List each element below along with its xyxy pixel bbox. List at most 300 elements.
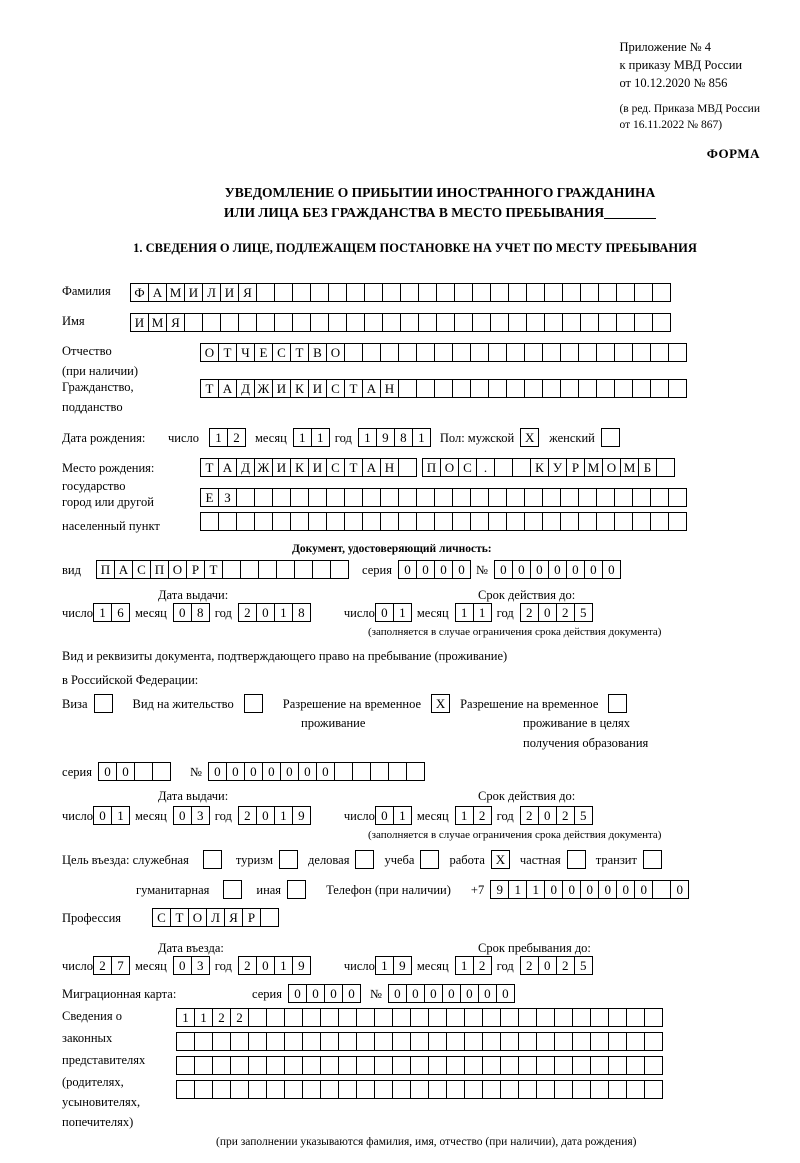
form-cell[interactable] xyxy=(428,1080,447,1099)
form-cell[interactable] xyxy=(266,1032,285,1051)
form-cell[interactable] xyxy=(668,379,687,398)
form-cell[interactable] xyxy=(236,488,255,507)
form-cell[interactable] xyxy=(248,1056,267,1075)
form-cell[interactable]: 0 xyxy=(548,560,567,579)
form-cell[interactable]: 0 xyxy=(98,762,117,781)
form-cell[interactable]: К xyxy=(290,379,309,398)
stay-issue-day-cells[interactable] xyxy=(93,806,129,825)
form-cell[interactable] xyxy=(572,1008,591,1027)
form-cell[interactable]: 2 xyxy=(93,956,112,975)
form-cell[interactable]: 8 xyxy=(191,603,210,622)
form-cell[interactable]: Т xyxy=(204,560,223,579)
form-cell[interactable] xyxy=(554,1008,573,1027)
form-cell[interactable]: 0 xyxy=(342,984,361,1003)
form-cell[interactable]: 1 xyxy=(508,880,527,899)
form-cell[interactable]: 0 xyxy=(375,603,394,622)
form-cell[interactable] xyxy=(248,1032,267,1051)
mig-number-cells[interactable] xyxy=(388,984,514,1003)
form-cell[interactable] xyxy=(500,1008,519,1027)
form-cell[interactable] xyxy=(346,313,365,332)
form-cell[interactable]: А xyxy=(218,379,237,398)
form-cell[interactable]: 0 xyxy=(562,880,581,899)
form-cell[interactable] xyxy=(338,1056,357,1075)
form-cell[interactable] xyxy=(356,1056,375,1075)
birth-day-cells[interactable] xyxy=(209,428,245,447)
form-cell[interactable] xyxy=(608,1080,627,1099)
form-cell[interactable] xyxy=(560,343,579,362)
form-cell[interactable]: 2 xyxy=(473,956,492,975)
form-cell[interactable] xyxy=(626,1056,645,1075)
form-cell[interactable]: 2 xyxy=(238,956,257,975)
form-cell[interactable]: У xyxy=(548,458,567,477)
form-cell[interactable] xyxy=(330,560,349,579)
form-cell[interactable] xyxy=(398,343,417,362)
doc-issue-month-cells[interactable] xyxy=(173,603,209,622)
form-cell[interactable]: 0 xyxy=(512,560,531,579)
form-cell[interactable] xyxy=(334,762,353,781)
edu-residence-checkbox[interactable] xyxy=(608,694,627,713)
form-cell[interactable] xyxy=(500,1032,519,1051)
birth-place-city-row2-cells[interactable] xyxy=(200,488,686,507)
doc-issue-day-cells[interactable] xyxy=(93,603,129,622)
form-cell[interactable] xyxy=(524,379,543,398)
form-cell[interactable]: 0 xyxy=(93,806,112,825)
form-cell[interactable] xyxy=(554,1080,573,1099)
form-cell[interactable]: 0 xyxy=(584,560,603,579)
form-cell[interactable] xyxy=(260,908,279,927)
form-cell[interactable] xyxy=(644,1008,663,1027)
form-cell[interactable] xyxy=(392,1008,411,1027)
form-cell[interactable] xyxy=(464,1056,483,1075)
form-cell[interactable] xyxy=(490,313,509,332)
form-cell[interactable] xyxy=(176,1056,195,1075)
form-cell[interactable] xyxy=(292,313,311,332)
form-cell[interactable]: 1 xyxy=(194,1008,213,1027)
purpose-tourism-checkbox[interactable] xyxy=(279,850,298,869)
doc-series-cells[interactable] xyxy=(398,560,470,579)
form-cell[interactable] xyxy=(428,1008,447,1027)
form-cell[interactable] xyxy=(536,1056,555,1075)
birth-place-state-cells[interactable] xyxy=(200,458,416,477)
doc-valid-year-cells[interactable] xyxy=(520,603,592,622)
form-cell[interactable] xyxy=(608,1056,627,1075)
form-cell[interactable] xyxy=(266,1080,285,1099)
form-cell[interactable] xyxy=(176,1080,195,1099)
form-cell[interactable] xyxy=(230,1032,249,1051)
form-cell[interactable] xyxy=(508,313,527,332)
form-cell[interactable] xyxy=(572,1080,591,1099)
form-cell[interactable]: 0 xyxy=(616,880,635,899)
form-cell[interactable] xyxy=(220,313,239,332)
surname-cells[interactable] xyxy=(130,283,670,302)
form-cell[interactable]: 0 xyxy=(375,806,394,825)
birth-place-city-row3-cells[interactable] xyxy=(200,512,686,531)
form-cell[interactable]: 9 xyxy=(292,956,311,975)
form-cell[interactable] xyxy=(356,1032,375,1051)
form-cell[interactable]: 1 xyxy=(455,603,474,622)
form-cell[interactable]: Ч xyxy=(236,343,255,362)
doc-kind-cells[interactable] xyxy=(96,560,348,579)
form-cell[interactable] xyxy=(302,1056,321,1075)
form-cell[interactable] xyxy=(652,313,671,332)
form-cell[interactable] xyxy=(274,313,293,332)
form-cell[interactable] xyxy=(560,512,579,531)
form-cell[interactable]: 0 xyxy=(406,984,425,1003)
form-cell[interactable] xyxy=(302,1032,321,1051)
form-cell[interactable] xyxy=(472,313,491,332)
form-cell[interactable] xyxy=(614,512,633,531)
form-cell[interactable]: О xyxy=(602,458,621,477)
form-cell[interactable]: 0 xyxy=(538,806,557,825)
form-cell[interactable]: Т xyxy=(200,379,219,398)
form-cell[interactable] xyxy=(428,1032,447,1051)
form-cell[interactable] xyxy=(320,1080,339,1099)
form-cell[interactable] xyxy=(572,1056,591,1075)
form-cell[interactable]: Т xyxy=(170,908,189,927)
form-cell[interactable] xyxy=(470,343,489,362)
form-cell[interactable] xyxy=(256,283,275,302)
form-cell[interactable] xyxy=(526,283,545,302)
form-cell[interactable] xyxy=(382,283,401,302)
form-cell[interactable] xyxy=(578,488,597,507)
form-cell[interactable] xyxy=(230,1080,249,1099)
form-cell[interactable] xyxy=(500,1056,519,1075)
form-cell[interactable] xyxy=(562,313,581,332)
form-cell[interactable] xyxy=(644,1080,663,1099)
form-cell[interactable] xyxy=(454,283,473,302)
legal-rep-row2-cells[interactable] xyxy=(176,1032,662,1051)
form-cell[interactable]: 2 xyxy=(520,806,539,825)
form-cell[interactable]: 2 xyxy=(520,956,539,975)
form-cell[interactable] xyxy=(406,762,425,781)
form-cell[interactable] xyxy=(356,1008,375,1027)
form-cell[interactable]: 1 xyxy=(526,880,545,899)
form-cell[interactable] xyxy=(388,762,407,781)
form-cell[interactable]: Т xyxy=(218,343,237,362)
form-cell[interactable]: 2 xyxy=(238,806,257,825)
form-cell[interactable]: 0 xyxy=(173,603,192,622)
form-cell[interactable] xyxy=(248,1080,267,1099)
form-cell[interactable]: М xyxy=(148,313,167,332)
form-cell[interactable] xyxy=(410,1032,429,1051)
form-cell[interactable] xyxy=(616,283,635,302)
form-cell[interactable] xyxy=(400,313,419,332)
form-cell[interactable] xyxy=(272,488,291,507)
form-cell[interactable]: Н xyxy=(380,379,399,398)
form-cell[interactable]: О xyxy=(440,458,459,477)
form-cell[interactable] xyxy=(274,283,293,302)
form-cell[interactable] xyxy=(416,512,435,531)
form-cell[interactable] xyxy=(194,1080,213,1099)
form-cell[interactable] xyxy=(608,1032,627,1051)
form-cell[interactable] xyxy=(572,1032,591,1051)
form-cell[interactable] xyxy=(554,1032,573,1051)
form-cell[interactable] xyxy=(650,488,669,507)
form-cell[interactable]: 1 xyxy=(473,603,492,622)
form-cell[interactable]: И xyxy=(130,313,149,332)
form-cell[interactable]: О xyxy=(188,908,207,927)
form-cell[interactable]: И xyxy=(272,458,291,477)
form-cell[interactable] xyxy=(362,512,381,531)
visa-checkbox[interactable] xyxy=(94,694,113,713)
form-cell[interactable]: П xyxy=(150,560,169,579)
form-cell[interactable]: П xyxy=(96,560,115,579)
form-cell[interactable] xyxy=(326,512,345,531)
form-cell[interactable]: Я xyxy=(238,283,257,302)
form-cell[interactable] xyxy=(488,343,507,362)
form-cell[interactable] xyxy=(256,313,275,332)
form-cell[interactable]: Ж xyxy=(254,458,273,477)
form-cell[interactable]: 0 xyxy=(256,956,275,975)
form-cell[interactable]: 2 xyxy=(212,1008,231,1027)
form-cell[interactable]: 0 xyxy=(580,880,599,899)
form-cell[interactable] xyxy=(380,512,399,531)
form-cell[interactable] xyxy=(380,343,399,362)
form-cell[interactable] xyxy=(626,1008,645,1027)
form-cell[interactable]: И xyxy=(308,379,327,398)
form-cell[interactable] xyxy=(338,1080,357,1099)
form-cell[interactable] xyxy=(590,1032,609,1051)
form-cell[interactable]: Р xyxy=(566,458,585,477)
form-cell[interactable] xyxy=(470,379,489,398)
form-cell[interactable]: 0 xyxy=(538,603,557,622)
form-cell[interactable] xyxy=(494,458,513,477)
form-cell[interactable]: С xyxy=(326,379,345,398)
form-cell[interactable]: Я xyxy=(224,908,243,927)
form-cell[interactable] xyxy=(590,1056,609,1075)
form-cell[interactable] xyxy=(434,512,453,531)
form-cell[interactable] xyxy=(344,488,363,507)
form-cell[interactable] xyxy=(308,512,327,531)
form-cell[interactable] xyxy=(290,512,309,531)
form-cell[interactable] xyxy=(416,379,435,398)
form-cell[interactable] xyxy=(312,560,331,579)
form-cell[interactable] xyxy=(464,1080,483,1099)
form-cell[interactable] xyxy=(542,379,561,398)
form-cell[interactable] xyxy=(308,488,327,507)
form-cell[interactable]: 6 xyxy=(111,603,130,622)
form-cell[interactable] xyxy=(536,1008,555,1027)
form-cell[interactable] xyxy=(506,488,525,507)
entry-month-cells[interactable] xyxy=(173,956,209,975)
form-cell[interactable] xyxy=(398,458,417,477)
form-cell[interactable]: 1 xyxy=(274,956,293,975)
form-cell[interactable] xyxy=(508,283,527,302)
form-cell[interactable]: 2 xyxy=(473,806,492,825)
form-cell[interactable] xyxy=(554,1056,573,1075)
form-cell[interactable] xyxy=(518,1056,537,1075)
sex-female-checkbox[interactable] xyxy=(601,428,620,447)
purpose-work-checkbox[interactable]: X xyxy=(491,850,510,869)
form-cell[interactable]: 5 xyxy=(574,603,593,622)
form-cell[interactable]: 0 xyxy=(544,880,563,899)
form-cell[interactable]: 1 xyxy=(209,428,228,447)
form-cell[interactable] xyxy=(194,1032,213,1051)
form-cell[interactable] xyxy=(434,343,453,362)
form-cell[interactable]: М xyxy=(584,458,603,477)
form-cell[interactable]: 0 xyxy=(288,984,307,1003)
form-cell[interactable]: К xyxy=(530,458,549,477)
form-cell[interactable] xyxy=(596,512,615,531)
form-cell[interactable] xyxy=(598,283,617,302)
form-cell[interactable] xyxy=(344,512,363,531)
form-cell[interactable]: И xyxy=(272,379,291,398)
form-cell[interactable] xyxy=(266,1008,285,1027)
form-cell[interactable] xyxy=(524,488,543,507)
form-cell[interactable] xyxy=(544,313,563,332)
form-cell[interactable]: 2 xyxy=(556,806,575,825)
purpose-other-checkbox[interactable] xyxy=(287,880,306,899)
form-cell[interactable]: 1 xyxy=(393,603,412,622)
form-cell[interactable] xyxy=(560,488,579,507)
form-cell[interactable]: 0 xyxy=(478,984,497,1003)
form-cell[interactable] xyxy=(518,1008,537,1027)
form-cell[interactable]: А xyxy=(362,458,381,477)
form-cell[interactable]: Ж xyxy=(254,379,273,398)
form-cell[interactable]: И xyxy=(184,283,203,302)
form-cell[interactable]: 9 xyxy=(490,880,509,899)
form-cell[interactable]: 5 xyxy=(574,956,593,975)
form-cell[interactable]: В xyxy=(308,343,327,362)
form-cell[interactable]: П xyxy=(422,458,441,477)
form-cell[interactable] xyxy=(398,379,417,398)
form-cell[interactable]: Л xyxy=(202,283,221,302)
form-cell[interactable] xyxy=(344,343,363,362)
form-cell[interactable] xyxy=(482,1080,501,1099)
form-cell[interactable] xyxy=(328,283,347,302)
legal-rep-row3-cells[interactable] xyxy=(176,1056,662,1075)
form-cell[interactable]: 7 xyxy=(111,956,130,975)
form-cell[interactable] xyxy=(452,379,471,398)
form-cell[interactable] xyxy=(524,512,543,531)
form-cell[interactable] xyxy=(338,1032,357,1051)
form-cell[interactable]: 0 xyxy=(316,762,335,781)
form-cell[interactable] xyxy=(452,488,471,507)
form-cell[interactable] xyxy=(668,343,687,362)
form-cell[interactable] xyxy=(398,512,417,531)
stay-valid-day-cells[interactable] xyxy=(375,806,411,825)
form-cell[interactable] xyxy=(650,512,669,531)
form-cell[interactable] xyxy=(380,488,399,507)
form-cell[interactable]: 1 xyxy=(93,603,112,622)
form-cell[interactable]: 0 xyxy=(262,762,281,781)
sex-male-checkbox[interactable]: X xyxy=(520,428,539,447)
form-cell[interactable] xyxy=(436,313,455,332)
form-cell[interactable]: Т xyxy=(290,343,309,362)
form-cell[interactable] xyxy=(652,283,671,302)
form-cell[interactable] xyxy=(560,379,579,398)
form-cell[interactable] xyxy=(310,283,329,302)
form-cell[interactable] xyxy=(614,343,633,362)
form-cell[interactable] xyxy=(652,880,671,899)
form-cell[interactable] xyxy=(392,1032,411,1051)
form-cell[interactable]: О xyxy=(326,343,345,362)
form-cell[interactable]: 1 xyxy=(358,428,377,447)
form-cell[interactable] xyxy=(506,343,525,362)
form-cell[interactable] xyxy=(634,283,653,302)
form-cell[interactable]: 8 xyxy=(394,428,413,447)
form-cell[interactable]: 0 xyxy=(208,762,227,781)
form-cell[interactable] xyxy=(176,1032,195,1051)
doc-valid-month-cells[interactable] xyxy=(455,603,491,622)
form-cell[interactable] xyxy=(536,1032,555,1051)
form-cell[interactable] xyxy=(356,1080,375,1099)
stay-until-year-cells[interactable] xyxy=(520,956,592,975)
form-cell[interactable]: 0 xyxy=(670,880,689,899)
stay-number-cells[interactable] xyxy=(208,762,424,781)
doc-valid-day-cells[interactable] xyxy=(375,603,411,622)
form-cell[interactable]: 0 xyxy=(452,560,471,579)
form-cell[interactable]: 1 xyxy=(455,806,474,825)
form-cell[interactable] xyxy=(578,512,597,531)
form-cell[interactable] xyxy=(152,762,171,781)
form-cell[interactable] xyxy=(598,313,617,332)
form-cell[interactable]: К xyxy=(290,458,309,477)
form-cell[interactable]: 1 xyxy=(375,956,394,975)
form-cell[interactable]: И xyxy=(308,458,327,477)
form-cell[interactable] xyxy=(284,1056,303,1075)
form-cell[interactable]: Р xyxy=(186,560,205,579)
form-cell[interactable] xyxy=(284,1032,303,1051)
form-cell[interactable] xyxy=(410,1056,429,1075)
form-cell[interactable] xyxy=(464,1032,483,1051)
birth-place-city-row1-cells[interactable] xyxy=(422,458,674,477)
form-cell[interactable]: С xyxy=(132,560,151,579)
form-cell[interactable] xyxy=(644,1056,663,1075)
form-cell[interactable] xyxy=(590,1080,609,1099)
form-cell[interactable]: 0 xyxy=(424,984,443,1003)
stay-until-day-cells[interactable] xyxy=(375,956,411,975)
form-cell[interactable]: Д xyxy=(236,379,255,398)
purpose-humanitarian-checkbox[interactable] xyxy=(223,880,242,899)
form-cell[interactable] xyxy=(290,488,309,507)
form-cell[interactable] xyxy=(276,560,295,579)
form-cell[interactable]: 0 xyxy=(173,806,192,825)
form-cell[interactable] xyxy=(284,1080,303,1099)
form-cell[interactable]: Ф xyxy=(130,283,149,302)
form-cell[interactable]: 0 xyxy=(306,984,325,1003)
form-cell[interactable] xyxy=(464,1008,483,1027)
form-cell[interactable] xyxy=(446,1056,465,1075)
form-cell[interactable] xyxy=(614,488,633,507)
form-cell[interactable]: 9 xyxy=(376,428,395,447)
form-cell[interactable] xyxy=(238,313,257,332)
form-cell[interactable] xyxy=(562,283,581,302)
form-cell[interactable]: 1 xyxy=(176,1008,195,1027)
form-cell[interactable] xyxy=(392,1056,411,1075)
purpose-study-checkbox[interactable] xyxy=(420,850,439,869)
form-cell[interactable] xyxy=(656,458,675,477)
form-cell[interactable] xyxy=(452,512,471,531)
form-cell[interactable]: 0 xyxy=(538,956,557,975)
form-cell[interactable] xyxy=(254,512,273,531)
form-cell[interactable]: 0 xyxy=(566,560,585,579)
form-cell[interactable]: И xyxy=(220,283,239,302)
form-cell[interactable] xyxy=(542,512,561,531)
birth-year-cells[interactable] xyxy=(358,428,430,447)
form-cell[interactable] xyxy=(320,1032,339,1051)
legal-rep-row4-cells[interactable] xyxy=(176,1080,662,1099)
entry-day-cells[interactable] xyxy=(93,956,129,975)
form-cell[interactable] xyxy=(668,488,687,507)
form-cell[interactable] xyxy=(294,560,313,579)
form-cell[interactable] xyxy=(254,488,273,507)
form-cell[interactable]: 0 xyxy=(598,880,617,899)
form-cell[interactable]: 0 xyxy=(416,560,435,579)
form-cell[interactable] xyxy=(236,512,255,531)
form-cell[interactable] xyxy=(544,283,563,302)
form-cell[interactable]: А xyxy=(362,379,381,398)
